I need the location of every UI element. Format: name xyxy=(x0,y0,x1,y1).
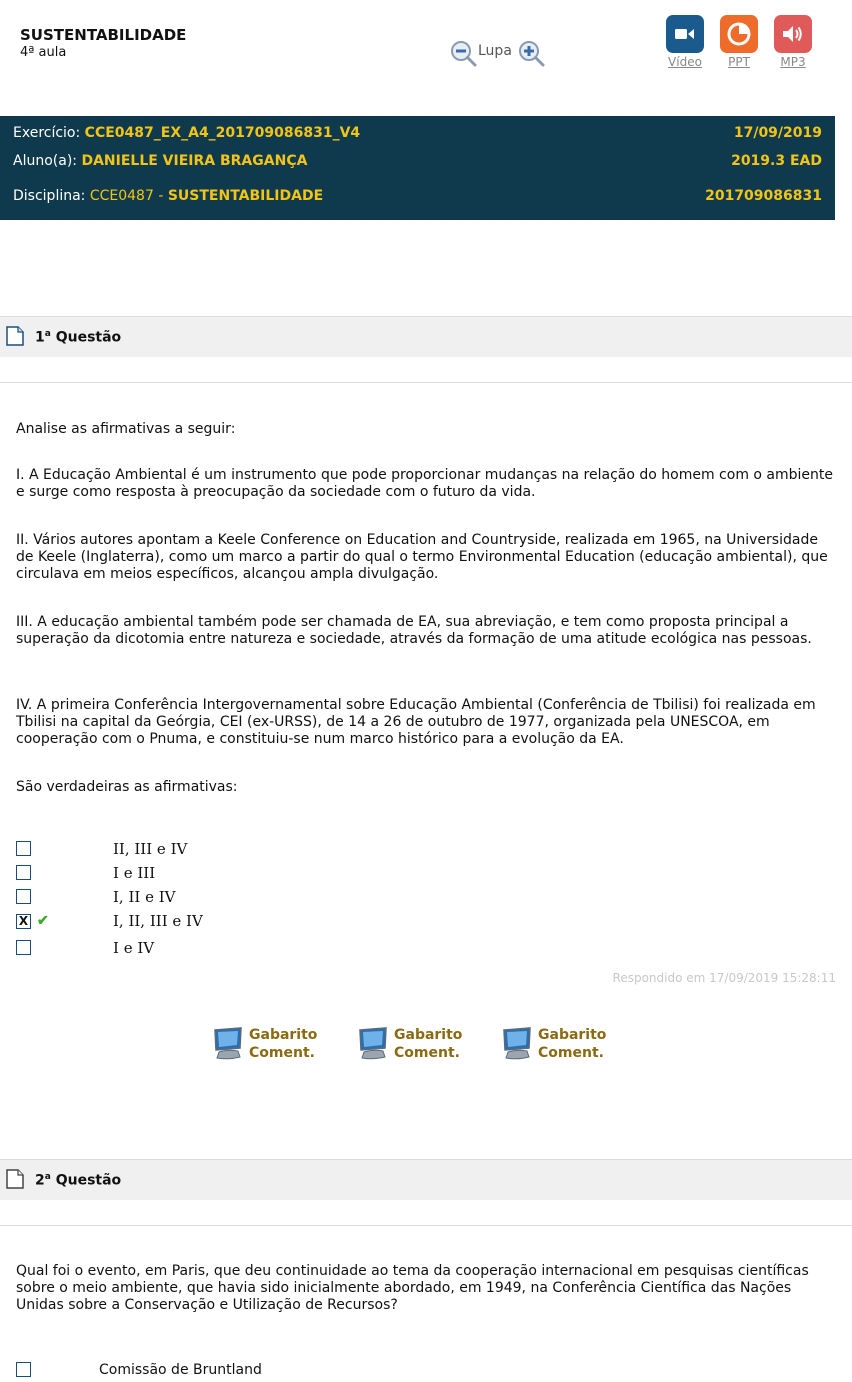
zoom-control xyxy=(450,40,540,62)
video-icon xyxy=(666,15,704,53)
option-checkbox[interactable] xyxy=(16,841,31,856)
question-label: Questão xyxy=(55,1172,122,1189)
question-prompt: São verdadeiras as afirmativas: xyxy=(16,779,238,795)
disciplina-code: CCE0487 - xyxy=(89,188,164,204)
answer-option[interactable] xyxy=(16,887,176,906)
question-label: Questão xyxy=(55,329,122,346)
monitor-icon xyxy=(211,1026,245,1066)
gabarito-line2: Coment. xyxy=(538,1045,604,1061)
question-number: 2 xyxy=(35,1172,45,1189)
monitor-icon xyxy=(500,1026,534,1066)
gabarito-line1: Gabarito xyxy=(538,1027,607,1043)
option-label: I e IV xyxy=(113,938,155,957)
ppt-button[interactable] xyxy=(719,15,759,69)
option-label: I, II e IV xyxy=(113,887,176,906)
divider xyxy=(0,1225,852,1226)
course-title: SUSTENTABILIDADE xyxy=(20,26,187,44)
aluno-label: Aluno(a): xyxy=(13,153,77,169)
gabarito-line2: Coment. xyxy=(394,1045,460,1061)
option-checkbox[interactable] xyxy=(16,1362,31,1377)
gabarito-comentado-link[interactable] xyxy=(500,1026,606,1066)
question-intro: Analise as afirmativas a seguir: xyxy=(16,421,236,437)
aluno-value: DANIELLE VIEIRA BRAGANÇA xyxy=(81,153,308,169)
gabarito-comentado-link[interactable] xyxy=(356,1026,462,1066)
option-label: I e III xyxy=(113,863,156,882)
answer-option-selected[interactable] xyxy=(16,912,203,930)
gabarito-line1: Gabarito xyxy=(249,1027,318,1043)
exercicio-label: Exercício: xyxy=(13,125,81,141)
zoom-in-icon[interactable] xyxy=(518,40,540,62)
divider xyxy=(0,382,852,383)
answer-option[interactable] xyxy=(16,1361,262,1378)
statement-1: I. A Educação Ambiental é um instrumento que pode proporcionar mudanças na relação do homem com o ambiente e surge como resposta à preocupação da sociedade com o futuro da vida. xyxy=(16,467,834,500)
disciplina-label: Disciplina: xyxy=(13,188,86,204)
gabarito-line1: Gabarito xyxy=(394,1027,463,1043)
statement-4: IV. A primeira Conferência Intergovernamental sobre Educação Ambiental (Conferência de Tbilisi) foi realizada em Tbilisi na capital da Geórgia, CEI (ex-URSS), de 14 a 26 de outubro de 1977, organizada pela UNESCOA, em cooperação com o Pnuma, e constituiu-se num marco histórico para a evolução da EA. xyxy=(16,697,816,747)
question-number: 1 xyxy=(35,329,45,346)
video-label: Vídeo xyxy=(668,55,702,69)
zoom-label: Lupa xyxy=(478,43,512,59)
answer-option[interactable] xyxy=(16,863,156,882)
period: 2019.3 EAD xyxy=(731,153,822,169)
question-2-text: Qual foi o evento, em Paris, que deu continuidade ao tema da cooperação internacional em pesquisas científicas sobre o meio ambiente, que havia sido inicialmente abordado, em 1949, na Conferência Científica das Nações Unidas sobre a Conservação e Utilização de Recursos? xyxy=(16,1263,809,1313)
option-checkbox[interactable] xyxy=(16,940,31,955)
statement-2: II. Vários autores apontam a Keele Conference on Education and Countryside, realizada em 1965, na Universidade de Keele (Inglaterra), como um marco a partir do qual o termo Environmental Education (educação ambiental), que circulava em meios específicos, alcançou ampla divulgação. xyxy=(16,532,828,582)
option-checkbox[interactable] xyxy=(16,865,31,880)
matricula: 201709086831 xyxy=(705,188,822,204)
mp3-button[interactable] xyxy=(773,15,813,69)
option-label: II, III e IV xyxy=(113,839,188,858)
option-label: I, II, III e IV xyxy=(113,912,203,930)
monitor-icon xyxy=(356,1026,390,1066)
zoom-out-icon[interactable] xyxy=(450,40,472,62)
question-1-header xyxy=(0,316,852,357)
exercise-info-banner xyxy=(0,116,835,220)
option-checkbox-checked[interactable]: X xyxy=(16,914,31,929)
document-icon xyxy=(6,1169,24,1193)
speaker-icon xyxy=(774,15,812,53)
disciplina-name: SUSTENTABILIDADE xyxy=(167,188,324,204)
gabarito-comentado-link[interactable] xyxy=(211,1026,317,1066)
statement-3: III. A educação ambiental também pode ser chamada de EA, sua abreviação, e tem como proposta principal a superação da dicotomia entre natureza e sociedade, através da formação de uma atitude ecológica nas pessoas. xyxy=(16,614,812,647)
document-icon xyxy=(6,326,24,350)
answered-timestamp: Respondido em 17/09/2019 15:28:11 xyxy=(612,971,836,985)
question-ordinal: a xyxy=(44,329,51,339)
mp3-label: MP3 xyxy=(780,55,806,69)
answer-option[interactable] xyxy=(16,938,155,957)
exercicio-value: CCE0487_EX_A4_201709086831_V4 xyxy=(84,125,361,141)
answer-option[interactable] xyxy=(16,839,188,858)
option-label: Comissão de Bruntland xyxy=(99,1361,262,1378)
ppt-label: PPT xyxy=(728,55,750,69)
ppt-icon xyxy=(720,15,758,53)
lesson-label: 4ª aula xyxy=(20,45,67,60)
option-checkbox[interactable] xyxy=(16,889,31,904)
video-button[interactable] xyxy=(665,15,705,69)
question-2-header xyxy=(0,1159,852,1200)
question-ordinal: a xyxy=(44,1172,51,1182)
gabarito-line2: Coment. xyxy=(249,1045,315,1061)
correct-check-icon: ✔ xyxy=(37,913,49,929)
exercise-date: 17/09/2019 xyxy=(733,125,822,141)
